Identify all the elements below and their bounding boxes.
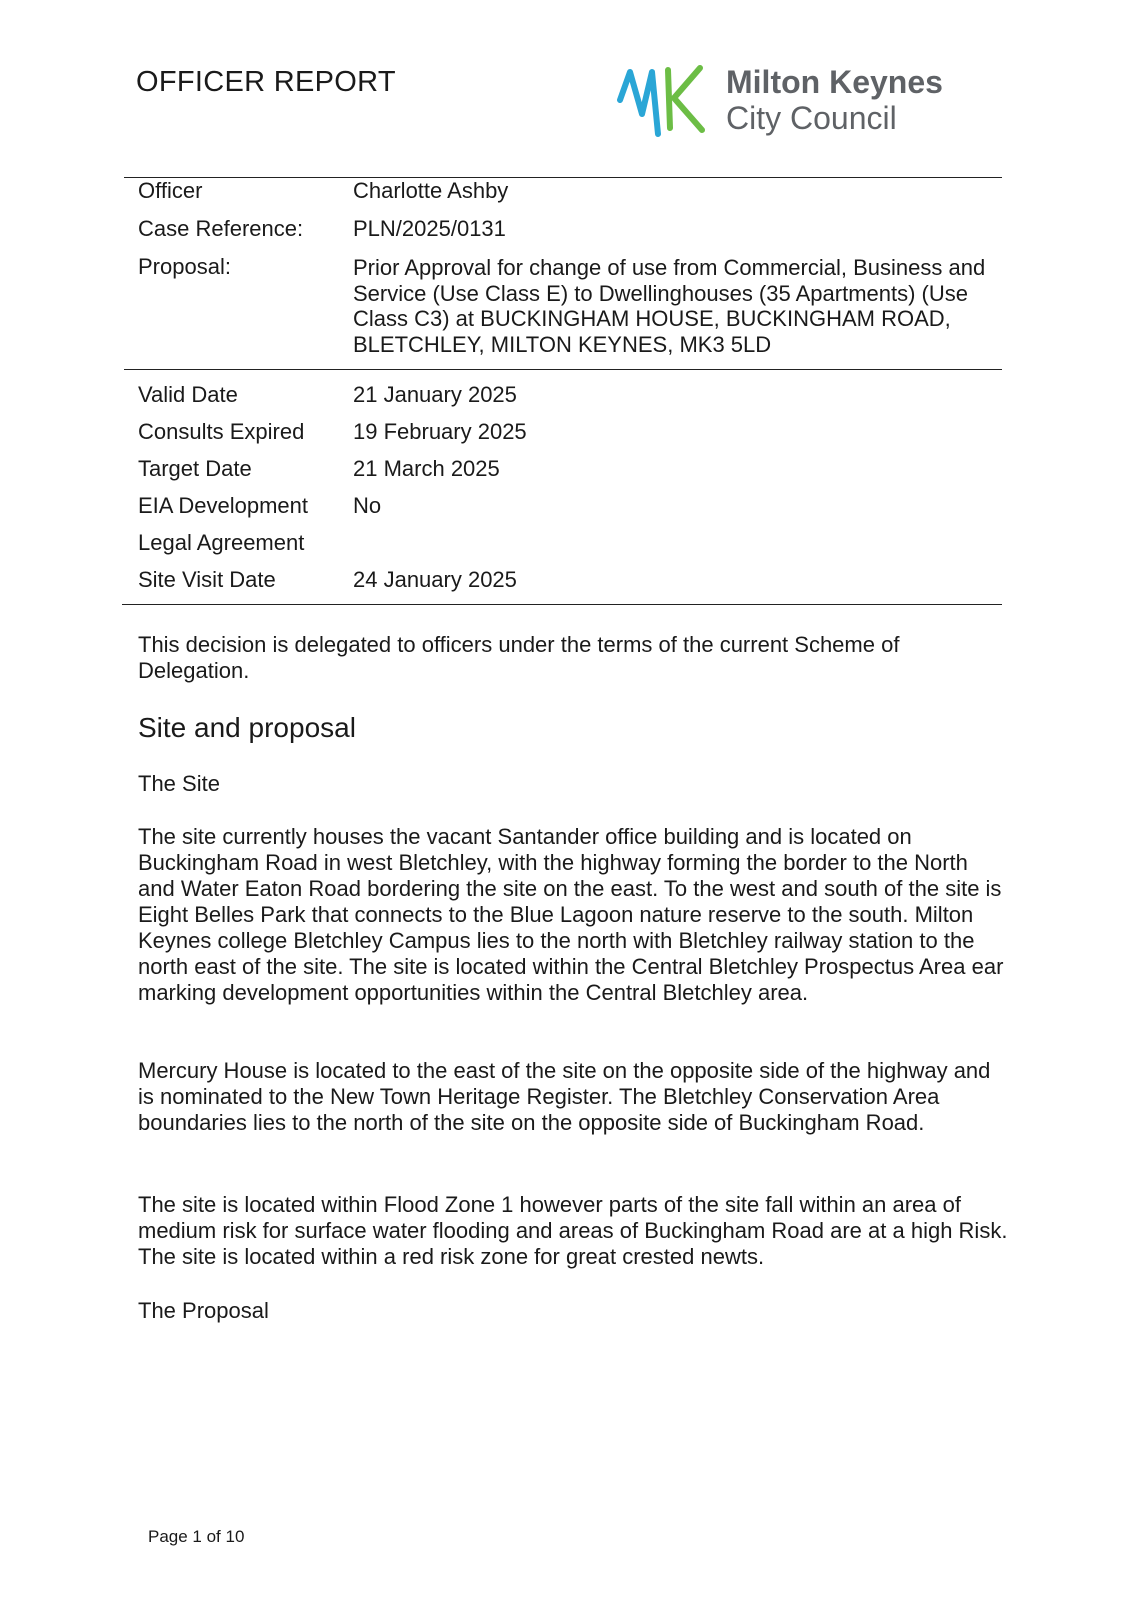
site-heading: The Site — [138, 771, 220, 796]
case-reference-label: Case Reference: — [138, 216, 304, 241]
valid-date-label: Valid Date — [138, 382, 238, 407]
report-title: OFFICER REPORT — [136, 66, 396, 98]
site-visit-date-value: 24 January 2025 — [353, 567, 517, 592]
proposal-value: Prior Approval for change of use from Commercial, Business and Service (Use Class E) to Dwellinghouses (35 Apartments) (Use Class C3) at BUCKINGHAM HOUSE, BUCKINGHAM ROAD, BLETCHLEY, MILTON KEYNES, MK3 5LD — [353, 255, 986, 357]
logo-text-line2: City Council — [726, 100, 897, 136]
target-date-label: Target Date — [138, 456, 252, 481]
site-paragraph-3: The site is located within Flood Zone 1 however parts of the site fall within an area of medium risk for surface water flooding and areas of Buckingham Road are at a high Risk. The site is located within a red risk zone for great crested newts. — [138, 1192, 1008, 1269]
site-visit-date-label: Site Visit Date — [138, 567, 276, 592]
council-logo — [616, 62, 986, 146]
target-date-value: 21 March 2025 — [353, 456, 500, 481]
eia-development-label: EIA Development — [138, 493, 308, 518]
logo-text-line1: Milton Keynes — [726, 64, 943, 100]
table-top-rule — [124, 177, 1002, 178]
section-heading: Site and proposal — [138, 712, 356, 743]
valid-date-value: 21 January 2025 — [353, 382, 517, 407]
officer-value: Charlotte Ashby — [353, 178, 509, 203]
legal-agreement-label: Legal Agreement — [138, 530, 305, 555]
site-paragraph-2: Mercury House is located to the east of the site on the opposite side of the highway and is nominated to the New Town Heritage Register. The Bletchley Conservation Area boundaries lies to the north of the site on the opposite side of Buckingham Road. — [138, 1058, 991, 1135]
delegation-text: This decision is delegated to officers under the terms of the current Scheme of Delegation. — [138, 632, 900, 683]
table-middle-rule — [124, 369, 1002, 370]
officer-label: Officer — [138, 178, 203, 203]
proposal-heading: The Proposal — [138, 1298, 269, 1323]
consults-expired-label: Consults Expired — [138, 419, 305, 444]
mk-logo-icon — [616, 62, 712, 146]
consults-expired-value: 19 February 2025 — [353, 419, 527, 444]
proposal-label: Proposal: — [138, 254, 231, 279]
page-number: Page 1 of 10 — [148, 1527, 245, 1546]
table-bottom-rule — [122, 604, 1002, 605]
case-reference-value: PLN/2025/0131 — [353, 216, 506, 241]
eia-development-value: No — [353, 493, 382, 518]
site-paragraph-1: The site currently houses the vacant Santander office building and is located on Buckingham Road in west Bletchley, with the highway forming the border to the North and Water Eaton Road bordering the site on the east. To the west and south of the site is Eight Belles Park that connects to the Blue Lagoon nature reserve to the south. Milton Keynes college Bletchley Campus lies to the north with Bletchley railway station to the north east of the site. The site is located within the Central Bletchley Prospectus Area ear marking development opportunities within the Central Bletchley area. — [138, 824, 1004, 1005]
